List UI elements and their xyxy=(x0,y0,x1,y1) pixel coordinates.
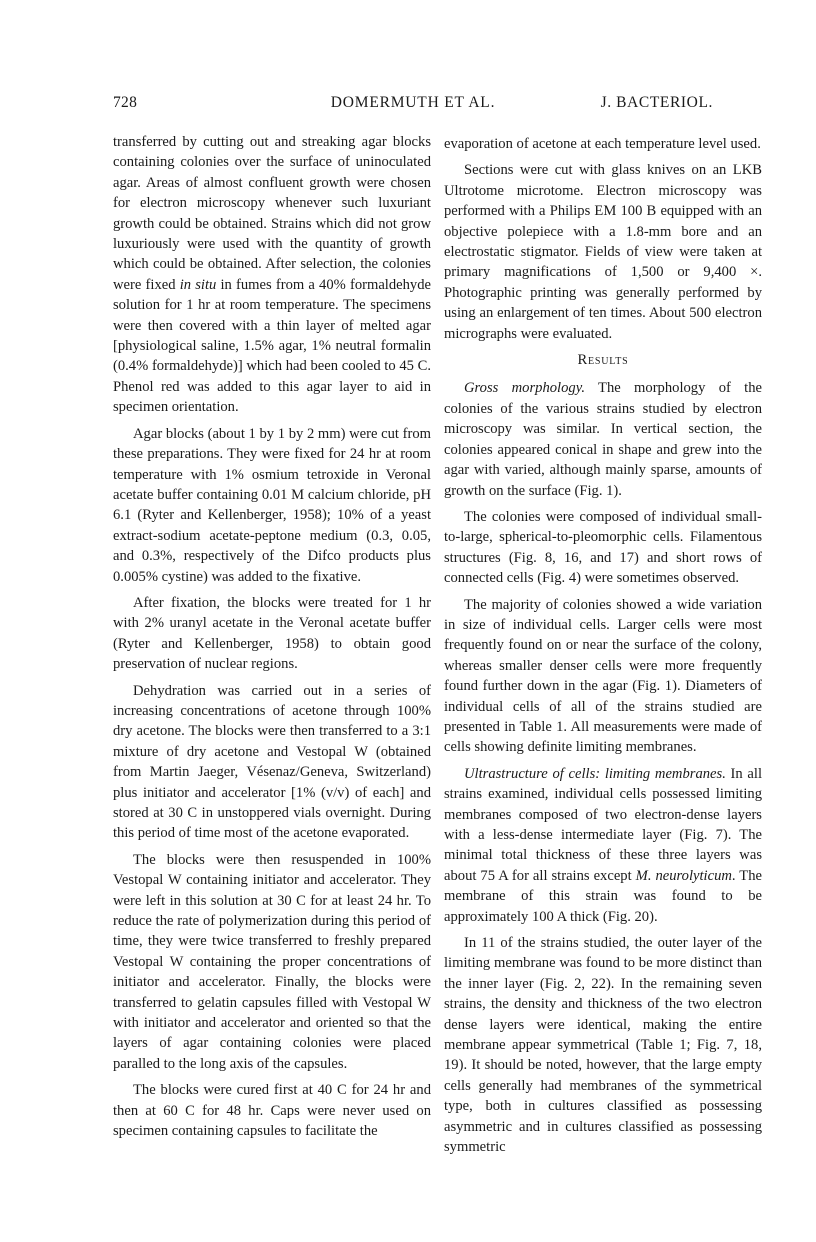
paragraph-text: In all strains examined, individual cells possessed limiting membranes composed of two electron-dense layers with a less-dense intermediate layer (Fig. 7). The minimal total thickness of these three layers was about 75 A for all strains except xyxy=(444,765,762,884)
paragraph-text: transferred by cutting out and streaking agar blocks containing colonies over the surface of uninoculated agar. Areas of almost confluent growth were chosen for electron microscopy whenever such luxuriant growth could be obtained. Strains which did not grow luxuriously were used with the quantity of growth which could be obtained. After selection, the colonies were fixed xyxy=(113,134,431,293)
paragraph-sections: Sections were cut with glass knives on an LKB Ultrotome microtome. Electron microscopy was performed with a Philips EM 100 B equipped with an objective polepiece with a 1.8-mm bore and an electrostatic stigmator. Fields of view were taken at primary magnifications of 1,500 or 9,400 ×. Photographic printing was generally performed by using an enlargement of ten times. About 500 electron micrographs were evaluated. xyxy=(444,162,762,342)
paragraph-colonies: The colonies were composed of individual small-to-large, spherical-to-pleomorphic cells. Filamentous structures (Fig. 8, 16, and 17) and short rows of connected cells (Fig. 4) were sometimes observed. xyxy=(444,508,762,587)
species-name: M. neurolyticum xyxy=(635,867,732,884)
paragraph-limiting-membranes xyxy=(444,764,762,927)
italic-term: in situ xyxy=(179,276,217,293)
paragraph-text: The morphology of the colonies of the various strains studied by electron microscopy was similar. In vertical section, the colonies appeared conical in shape and grew into the agar with varied, although mainly sparse, amounts of growth on the surface (Fig. 1). xyxy=(444,380,762,499)
paragraph-agar-blocks: Agar blocks (about 1 by 1 by 2 mm) were cut from these preparations. They were fixed for 24 hr at room temperature with 1% osmium tetroxide in Veronal acetate buffer containing 0.01 M calcium chloride, pH 6.1 (Ryter and Kellenberger, 1958); 10% of a yeast extract-sodium acetate-peptone medium (0.3, 0.05, and 0.3%, respectively of the Difco products plus 0.005% cystine) was added to the fixative. xyxy=(113,425,431,585)
paragraph-gross-morphology xyxy=(444,378,762,500)
paragraph-text: . The membrane of this strain was found to be approximately 100 A thick (Fig. 20). xyxy=(444,867,762,925)
paragraph-transfer xyxy=(113,132,431,418)
run-in-heading: Ultrastructure of cells: limiting membranes. xyxy=(464,765,726,782)
running-head-authors: DOMERMUTH ET AL. xyxy=(330,94,496,111)
paragraph-evaporation: evaporation of acetone at each temperature level used. xyxy=(444,136,761,152)
page-number: 728 xyxy=(113,94,138,111)
running-head xyxy=(113,94,713,116)
paragraph-dehydration: Dehydration was carried out in a series of increasing concentrations of acetone through 100% dry acetone. The blocks were then transferred to a 3:1 mixture of dry acetone and Vestopal W (obtained from Martin Jaeger, Vésenaz/Geneva, Switzerland) plus initiator and accelerator [1% (v/v) of each] and stored at 30 C in unstoppered vials overnight. During this period of time most of the acetone evaporated. xyxy=(113,682,431,842)
paragraph-fixation: After fixation, the blocks were treated for 1 hr with 2% uranyl acetate in the Veronal acetate buffer (Ryter and Kellenberger, 1958) to obtain good preservation of nuclear regions. xyxy=(113,594,431,673)
paragraph-curing: The blocks were cured first at 40 C for 24 hr and then at 60 C for 48 hr. Caps were never used on specimen containing capsules to facilitate the xyxy=(113,1082,431,1140)
running-head-journal: J. BACTERIOL. xyxy=(600,94,713,111)
paragraph-text: in fumes from a 40% formaldehyde solution for 1 hr at room temperature. The specimens were then covered with a thin layer of melted agar [physiological saline, 1.5% agar, 1% neutral formalin (0.4% formaldehyde)] which had been cooled to 45 C. Phenol red was added to this agar layer to aid in specimen orientation. xyxy=(113,276,432,416)
paragraph-variation: The majority of colonies showed a wide variation in size of individual cells. Larger cells were most frequently found on or near the surface of the colony, whereas smaller denser cells were more frequently found further down in the agar (Fig. 1). Diameters of individual cells of all of the strains studied are presented in Table 1. All measurements were made of cells showing definite limiting membranes. xyxy=(444,596,762,756)
section-heading-results: Results xyxy=(577,352,629,369)
paragraph-resuspension: The blocks were then resuspended in 100% Vestopal W containing initiator and accelerator. They were left in this solution at 30 C for at least 24 hr. To reduce the rate of polymerization during this period of time, they were twice transferred to freshly prepared Vestopal W containing the proper concentrations of initiator and accelerator. Finally, the blocks were transferred to gelatin capsules filled with Vestopal W with initiator and accelerator and oriented so that the layers of agar containing colonies were placed paralled to the long axis of the capsules. xyxy=(113,851,431,1072)
right-column xyxy=(444,134,762,1164)
run-in-heading: Gross morphology. xyxy=(464,380,586,397)
left-column xyxy=(113,132,431,1148)
paragraph-strains: In 11 of the strains studied, the outer layer of the limiting membrane was found to be more distinct than the inner layer (Fig. 2, 22). In the remaining seven strains, the density and thickness of the two electron dense layers were identical, making the entire membrane appear symmetrical (Table 1; Fig. 7, 18, 19). It should be noted, however, that the large empty cells generally had membranes of the symmetrical type, both in cultures classified as possessing asymmetric and in cultures classified as possessing symmetric xyxy=(444,935,762,1156)
